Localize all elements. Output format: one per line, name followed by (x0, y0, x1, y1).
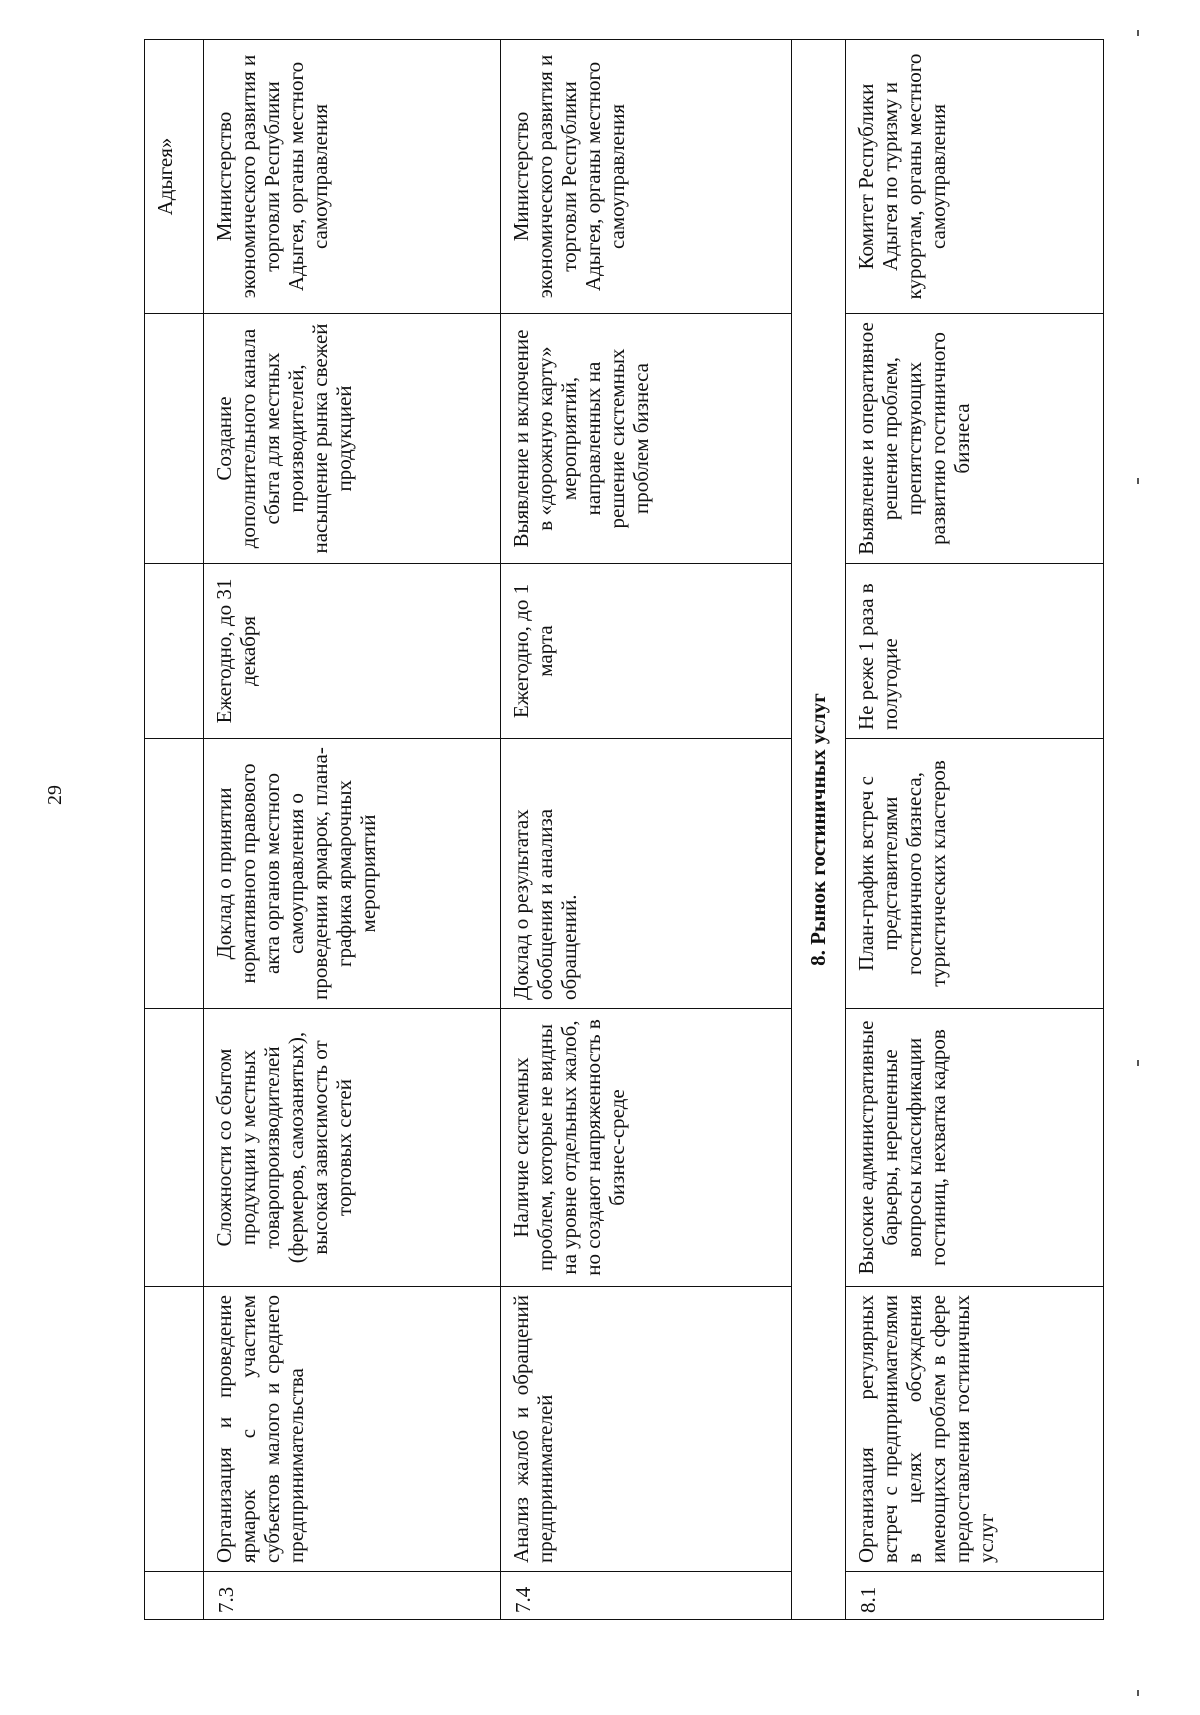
table-row (845, 40, 1103, 1620)
cell-measure: Организация и проведение ярмарок с участием субъектов малого и среднего предпринимательства (204, 1287, 501, 1572)
scan-mark (1137, 478, 1139, 484)
cell-responsible-continuation: Адыгея» (145, 40, 204, 314)
cell-deadline: Не реже 1 раза в полугодие (845, 564, 1103, 739)
section-title: 8. Рынок гостиничных услуг (791, 40, 845, 1620)
cell-result: Выявление и включение в «дорожную карту» мероприятий, направленных на решение системных проблем бизнеса (501, 314, 792, 564)
table-row (501, 40, 792, 1620)
section-row (791, 40, 845, 1620)
cell-measure: Анализ жалоб и обращений предпринимателей (501, 1287, 792, 1572)
cell-empty (145, 1572, 204, 1620)
rotated-table-wrapper (144, 40, 1104, 1620)
table-row (204, 40, 501, 1620)
scan-mark (1137, 1060, 1139, 1066)
cell-responsible: Министерство экономического развития и торговли Республики Адыгея, органы местного самоуправления (501, 40, 792, 314)
cell-deadline: Ежегодно, до 1 марта (501, 564, 792, 739)
cell-document: Доклад о результатах обобщения и анализа обращений. (501, 739, 792, 1009)
cell-number: 7.3 (204, 1572, 501, 1620)
cell-result: Выявление и оперативное решение проблем, препятствующих развитию гостиничного бизнеса (845, 314, 1103, 564)
cell-problem: Наличие системных проблем, которые не видны на уровне отдельных жалоб, но создают напряженность в бизнес-среде (501, 1009, 792, 1287)
cell-empty (145, 1009, 204, 1287)
cell-problem: Высокие административные барьеры, нерешенные вопросы классификации гостиниц, нехватка кадров (845, 1009, 1103, 1287)
cell-deadline: Ежегодно, до 31 декабря (204, 564, 501, 739)
page-number: 29 (44, 785, 66, 805)
cell-problem: Сложности со сбытом продукции у местных товаропроизводителей (фермеров, самозанятых), высокая зависимость от торговых сетей (204, 1009, 501, 1287)
cell-document: Доклад о принятии нормативного правового акта органов местного самоуправления о проведении ярмарок, плана-графика ярмарочных мероприятий (204, 739, 501, 1009)
cell-responsible: Комитет Республики Адыгея по туризму и курортам, органы местного самоуправления (845, 40, 1103, 314)
table-row-continuation (145, 40, 204, 1620)
cell-number: 7.4 (501, 1572, 792, 1620)
cell-measure: Организация регулярных встреч с предпринимателями в целях обсуждения имеющихся проблем в сфере предоставления гостиничных услуг (845, 1287, 1103, 1572)
cell-number: 8.1 (845, 1572, 1103, 1620)
scan-mark (1137, 1690, 1139, 1696)
scan-mark (1137, 30, 1139, 36)
cell-empty (145, 314, 204, 564)
cell-empty (145, 739, 204, 1009)
measures-table (144, 39, 1104, 1620)
cell-result: Создание дополнительного канала сбыта для местных производителей, насыщение рынка свежей продукцией (204, 314, 501, 564)
cell-document: План-график встреч с представителями гостиничного бизнеса, туристических кластеров (845, 739, 1103, 1009)
cell-empty (145, 1287, 204, 1572)
cell-empty (145, 564, 204, 739)
cell-responsible: Министерство экономического развития и торговли Республики Адыгея, органы местного самоуправления (204, 40, 501, 314)
